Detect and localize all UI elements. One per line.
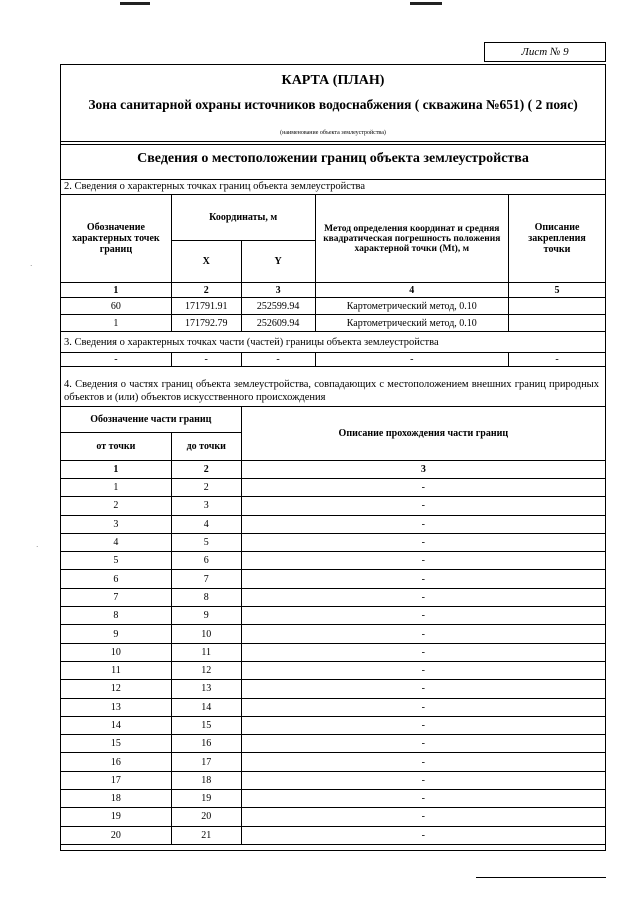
from-point: 4 (61, 533, 172, 551)
table-row (61, 533, 606, 551)
part-desc: - (241, 716, 605, 734)
table-row (61, 570, 606, 588)
desc (509, 315, 606, 332)
from-point: 19 (61, 808, 172, 826)
to-point: 10 (171, 625, 241, 643)
section-heading: Сведения о местоположении границ объекта землеустройства (137, 151, 529, 166)
col-point-header: Обозначение характерных точек границ (61, 195, 172, 283)
scan-mark-left (120, 2, 150, 5)
method: Картометрический метод, 0.10 (315, 315, 509, 332)
to-point: 21 (171, 826, 241, 844)
coord-y: 252599.94 (241, 298, 315, 315)
to-point: 3 (171, 497, 241, 515)
from-point: 14 (61, 716, 172, 734)
parts-table (60, 406, 606, 845)
to-point: 7 (171, 570, 241, 588)
table-row (61, 808, 606, 826)
to-point: 9 (171, 607, 241, 625)
to-point: 19 (171, 790, 241, 808)
cell-dash: - (241, 353, 315, 367)
part-desc: - (241, 790, 605, 808)
part-desc: - (241, 808, 605, 826)
table-row (61, 661, 606, 679)
from-point: 9 (61, 625, 172, 643)
to-point: 12 (171, 661, 241, 679)
table-row (61, 790, 606, 808)
point-id: 60 (61, 298, 172, 315)
part-desc: - (241, 607, 605, 625)
table-row (61, 298, 606, 315)
from-point: 15 (61, 735, 172, 753)
cell-dash: - (61, 353, 172, 367)
col-num: 4 (315, 283, 509, 298)
subtitle-note: (наименование объекта землеустройства) (280, 130, 386, 136)
table-row (61, 353, 606, 367)
to-point: 16 (171, 735, 241, 753)
part-desc: - (241, 533, 605, 551)
part-desc: - (241, 661, 605, 679)
col-y-header: Y (241, 241, 315, 283)
table-row (61, 497, 606, 515)
part-desc: - (241, 552, 605, 570)
margin-mark: · (30, 262, 33, 270)
col-num: 1 (61, 283, 172, 298)
part-desc: - (241, 698, 605, 716)
from-point: 11 (61, 661, 172, 679)
from-point: 2 (61, 497, 172, 515)
table-row (61, 735, 606, 753)
table-row (61, 315, 606, 332)
from-point: 8 (61, 607, 172, 625)
table-row (61, 698, 606, 716)
coord-x: 171791.91 (171, 298, 241, 315)
from-point: 13 (61, 698, 172, 716)
col-num: 2 (171, 461, 241, 479)
part-desc: - (241, 643, 605, 661)
col-num: 1 (61, 461, 172, 479)
from-point: 3 (61, 515, 172, 533)
table-row (61, 680, 606, 698)
method: Картометрический метод, 0.10 (315, 298, 509, 315)
from-point: 1 (61, 479, 172, 497)
col-num: 3 (241, 283, 315, 298)
col-from-header: от точки (61, 433, 172, 461)
table-row (61, 643, 606, 661)
from-point: 17 (61, 771, 172, 789)
to-point: 18 (171, 771, 241, 789)
from-point: 6 (61, 570, 172, 588)
part-desc: - (241, 497, 605, 515)
from-point: 16 (61, 753, 172, 771)
coord-y: 252609.94 (241, 315, 315, 332)
from-point: 7 (61, 588, 172, 606)
table-row (61, 716, 606, 734)
section4-caption: 4. Сведения о частях границ объекта землеустройства, совпадающих с местоположением внешних границ природных объектов и (или) объектов искусственного происхождения (64, 379, 599, 403)
table-row (61, 771, 606, 789)
scan-mark-right (410, 2, 442, 5)
part-desc: - (241, 735, 605, 753)
table-row (61, 826, 606, 844)
to-point: 17 (171, 753, 241, 771)
to-point: 11 (171, 643, 241, 661)
to-point: 6 (171, 552, 241, 570)
coord-x: 171792.79 (171, 315, 241, 332)
from-point: 20 (61, 826, 172, 844)
divider (61, 144, 605, 145)
col-num: 3 (241, 461, 605, 479)
to-point: 8 (171, 588, 241, 606)
col-num: 5 (509, 283, 606, 298)
part-desc: - (241, 771, 605, 789)
col-to-header: до точки (171, 433, 241, 461)
cell-dash: - (315, 353, 509, 367)
to-point: 14 (171, 698, 241, 716)
point-id: 1 (61, 315, 172, 332)
part-desc: - (241, 479, 605, 497)
col-method-header: Метод определения координат и средняя квадратическая погрешность положения характерной точки (Mt), м (315, 195, 509, 283)
col-num: 2 (171, 283, 241, 298)
table-row (61, 552, 606, 570)
section2-caption: 2. Сведения о характерных точках границ объекта землеустройства (64, 181, 366, 192)
col-desc-header: Описание прохождения части границ (241, 407, 605, 461)
divider (61, 179, 605, 180)
to-point: 13 (171, 680, 241, 698)
doc-title: КАРТА (ПЛАН) (281, 73, 385, 88)
to-point: 15 (171, 716, 241, 734)
sheet-number: Лист № 9 (484, 42, 606, 62)
part-desc: - (241, 753, 605, 771)
table-row (61, 753, 606, 771)
col-desc-header: Описание закрепления точки (509, 195, 606, 283)
to-point: 2 (171, 479, 241, 497)
col-x-header: X (171, 241, 241, 283)
points-table (60, 194, 606, 367)
desc (509, 298, 606, 315)
col-coords-header: Координаты, м (171, 195, 315, 241)
from-point: 5 (61, 552, 172, 570)
margin-mark: · (36, 543, 39, 551)
table-row (61, 479, 606, 497)
to-point: 20 (171, 808, 241, 826)
part-desc: - (241, 570, 605, 588)
from-point: 10 (61, 643, 172, 661)
cell-dash: - (509, 353, 606, 367)
part-desc: - (241, 680, 605, 698)
part-desc: - (241, 515, 605, 533)
from-point: 12 (61, 680, 172, 698)
section3-caption: 3. Сведения о характерных точках части (частей) границы объекта землеустройства (61, 332, 606, 353)
part-desc: - (241, 826, 605, 844)
document-frame (60, 64, 606, 851)
to-point: 4 (171, 515, 241, 533)
from-point: 18 (61, 790, 172, 808)
to-point: 5 (171, 533, 241, 551)
bottom-rule (476, 877, 606, 878)
cell-dash: - (171, 353, 241, 367)
table-row (61, 607, 606, 625)
doc-subtitle: Зона санитарной охраны источников водоснабжения ( скважина №651) ( 2 пояс) (88, 97, 578, 112)
table-row (61, 625, 606, 643)
divider (61, 141, 605, 142)
part-desc: - (241, 588, 605, 606)
part-desc: - (241, 625, 605, 643)
table-row (61, 515, 606, 533)
col-part-header: Обозначение части границ (61, 407, 242, 433)
table-row (61, 588, 606, 606)
